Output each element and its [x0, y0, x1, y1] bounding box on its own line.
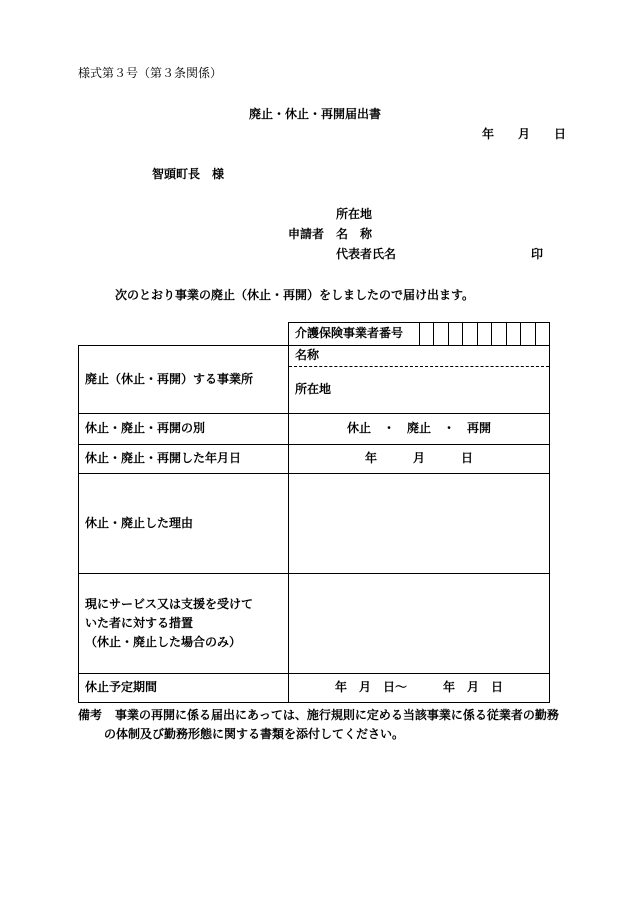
statement-text: 次のとおり事業の廃止（休止・再開）をしましたので届け出ます。	[115, 288, 475, 302]
type-options[interactable]: 休止 ・ 廃止 ・ 再開	[289, 414, 550, 445]
business-number-label: 介護保険事業者番号	[289, 323, 420, 345]
note-line-2: の体制及び勤務形態に関する書類を添付してください。	[104, 727, 405, 741]
business-number-box[interactable]	[434, 323, 448, 345]
measures-field[interactable]	[289, 574, 550, 674]
office-label: 廃止（休止・再開）する事業所	[79, 346, 289, 414]
office-name-label[interactable]: 名称	[289, 346, 549, 367]
business-number-box[interactable]	[536, 323, 549, 345]
business-number-cell	[289, 323, 550, 346]
measures-label	[79, 574, 289, 674]
office-address-label[interactable]: 所在地	[295, 382, 332, 397]
business-number-box[interactable]	[420, 323, 434, 345]
reason-label: 休止・廃止した理由	[79, 474, 289, 574]
representative-label: 代表者氏名	[336, 247, 397, 261]
addressee: 智頭町長 様	[152, 167, 225, 181]
submission-date: 年 月 日	[482, 127, 567, 141]
notification-table	[78, 322, 550, 703]
document-title: 廃止・休止・再開届出書	[248, 107, 381, 121]
blank-corner	[79, 323, 289, 346]
applicant-name-label: 名 称	[336, 227, 373, 241]
measures-line-2: いた者に対する措置	[85, 615, 194, 630]
office-cell	[289, 346, 550, 414]
applicant-label: 申請者	[288, 227, 325, 241]
seal-mark: 印	[531, 247, 544, 261]
note-label: 備考	[78, 708, 103, 722]
measures-line-3: （休止・廃止した場合のみ）	[85, 635, 242, 650]
note-line-1: 事業の再開に係る届出にあっては、施行規則に定める当該事業に係る従業者の勤務	[115, 708, 559, 722]
date-label: 休止・廃止・再開した年月日	[79, 445, 289, 474]
period-label: 休止予定期間	[79, 674, 289, 703]
business-number-box[interactable]	[492, 323, 506, 345]
form-number: 様式第３号（第３条関係）	[78, 66, 223, 80]
period-value[interactable]: 年 月 日～ 年 月 日	[289, 674, 550, 703]
business-number-box[interactable]	[521, 323, 535, 345]
business-number-box[interactable]	[463, 323, 477, 345]
business-number-box[interactable]	[478, 323, 492, 345]
business-number-box[interactable]	[507, 323, 521, 345]
date-value[interactable]: 年 月 日	[289, 445, 550, 474]
reason-field[interactable]	[289, 474, 550, 574]
business-number-box[interactable]	[449, 323, 463, 345]
measures-line-1: 現にサービス又は支援を受けて	[85, 596, 254, 611]
applicant-address-label: 所在地	[336, 207, 373, 221]
type-label: 休止・廃止・再開の別	[79, 414, 289, 445]
